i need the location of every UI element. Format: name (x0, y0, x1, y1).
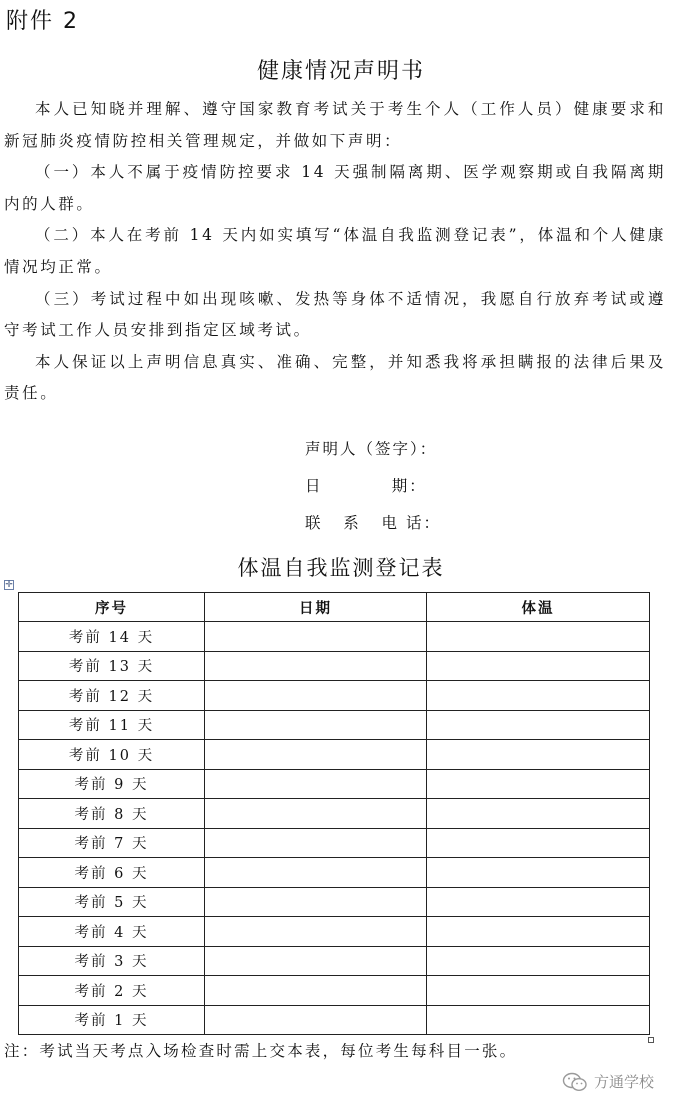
temperature-cell[interactable] (427, 710, 650, 740)
temperature-cell[interactable] (427, 769, 650, 799)
temperature-log-table (18, 592, 650, 1035)
table-move-handle-icon[interactable]: ✛ (5, 580, 13, 590)
date-cell[interactable] (205, 710, 427, 740)
table-header-row (19, 593, 650, 622)
date-cell[interactable] (205, 828, 427, 858)
row-sequence: 考前 11 天 (19, 710, 205, 740)
row-sequence: 考前 1 天 (19, 1005, 205, 1035)
date-cell[interactable] (205, 887, 427, 917)
table-row (19, 710, 650, 740)
row-sequence: 考前 2 天 (19, 976, 205, 1006)
row-sequence: 考前 9 天 (19, 769, 205, 799)
declaration-paragraph: （一）本人不属于疫情防控要求 14 天强制隔离期、医学观察期或自我隔离期内的人群。 (4, 163, 666, 213)
attachment-label: 附件 2 (6, 9, 79, 34)
document-title: 健康情况声明书 (256, 59, 425, 84)
row-sequence: 考前 7 天 (19, 828, 205, 858)
header-date: 日期 (205, 593, 427, 622)
declaration-paragraph: 本人已知晓并理解、遵守国家教育考试关于考生个人（工作人员）健康要求和新冠肺炎疫情防控相关管理规定，并做如下声明： (4, 100, 666, 150)
row-sequence: 考前 6 天 (19, 858, 205, 888)
temperature-cell[interactable] (427, 887, 650, 917)
temperature-cell[interactable] (427, 946, 650, 976)
table-resize-handle[interactable] (648, 1037, 654, 1043)
date-cell[interactable] (205, 651, 427, 681)
date-cell[interactable] (205, 1005, 427, 1035)
temperature-cell[interactable] (427, 858, 650, 888)
row-sequence: 考前 8 天 (19, 799, 205, 829)
date-cell[interactable] (205, 917, 427, 947)
wechat-icon (562, 1072, 588, 1092)
table-row (19, 769, 650, 799)
table-row (19, 946, 650, 976)
table-row (19, 887, 650, 917)
header-sequence: 序号 (19, 593, 205, 622)
date-cell[interactable] (205, 976, 427, 1006)
declaration-paragraph: 本人保证以上声明信息真实、准确、完整，并知悉我将承担瞒报的法律后果及责任。 (4, 352, 666, 403)
declaration-paragraph: （三）考试过程中如出现咳嗽、发热等身体不适情况，我愿自行放弃考试或遵守考试工作人员安排到指定区域考试。 (4, 289, 666, 340)
temperature-cell[interactable] (427, 651, 650, 681)
row-sequence: 考前 4 天 (19, 917, 205, 947)
date-cell[interactable] (205, 769, 427, 799)
temperature-cell[interactable] (427, 828, 650, 858)
table-row (19, 858, 650, 888)
header-temperature: 体温 (427, 593, 650, 622)
table-row (19, 740, 650, 770)
table-title: 体温自我监测登记表 (237, 556, 445, 580)
date-label: 日 期： (305, 477, 427, 495)
table-note: 注：考试当天考点入场检查时需上交本表，每位考生每科目一张。 (4, 1042, 518, 1060)
watermark (562, 1071, 654, 1092)
temperature-cell[interactable] (427, 622, 650, 652)
phone-label: 联 系 电 话： (305, 514, 441, 532)
temperature-cell[interactable] (427, 799, 650, 829)
date-cell[interactable] (205, 858, 427, 888)
temperature-cell[interactable] (427, 740, 650, 770)
temperature-cell[interactable] (427, 681, 650, 711)
table-row (19, 917, 650, 947)
row-sequence: 考前 14 天 (19, 622, 205, 652)
table-row (19, 681, 650, 711)
temperature-cell[interactable] (427, 1005, 650, 1035)
row-sequence: 考前 3 天 (19, 946, 205, 976)
table-row (19, 651, 650, 681)
date-cell[interactable] (205, 946, 427, 976)
row-sequence: 考前 12 天 (19, 681, 205, 711)
row-sequence: 考前 5 天 (19, 887, 205, 917)
date-cell[interactable] (205, 622, 427, 652)
temperature-cell[interactable] (427, 976, 650, 1006)
declaration-paragraph: （二）本人在考前 14 天内如实填写“体温自我监测登记表”，体温和个人健康情况均正常。 (4, 226, 666, 276)
table-row (19, 976, 650, 1006)
temperature-cell[interactable] (427, 917, 650, 947)
row-sequence: 考前 10 天 (19, 740, 205, 770)
signature-block (305, 436, 441, 547)
table-row (19, 622, 650, 652)
date-cell[interactable] (205, 740, 427, 770)
table-row (19, 828, 650, 858)
table-row (19, 1005, 650, 1035)
declarant-signature-label: 声明人（签字）： (305, 440, 438, 458)
declaration-body (4, 94, 666, 410)
date-cell[interactable] (205, 681, 427, 711)
row-sequence: 考前 13 天 (19, 651, 205, 681)
date-cell[interactable] (205, 799, 427, 829)
table-row (19, 799, 650, 829)
watermark-text: 方通学校 (594, 1073, 655, 1091)
